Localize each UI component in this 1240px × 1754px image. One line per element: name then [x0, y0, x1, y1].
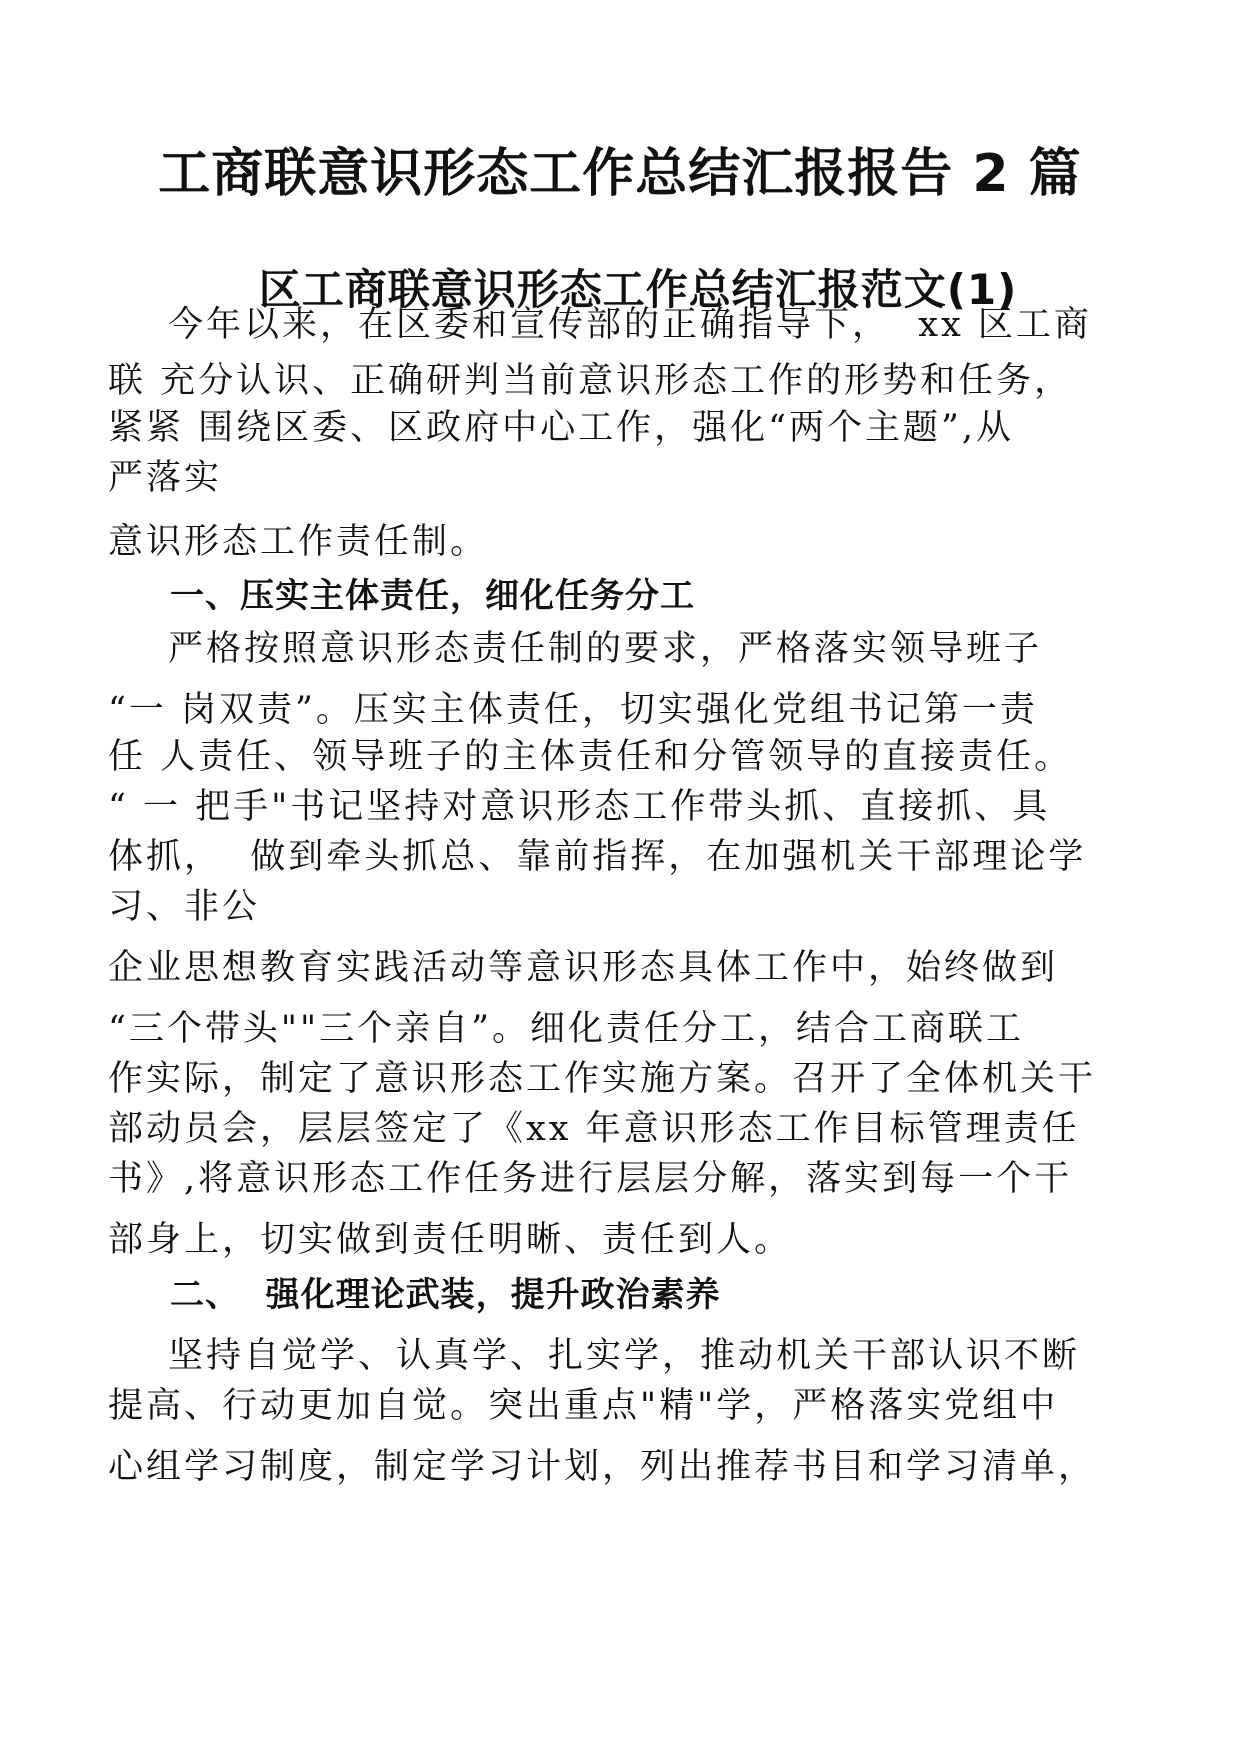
paragraph-line: 心组学习制度，制定学习计划，列出推荐书目和学习清单，	[108, 1447, 1097, 1487]
paragraph-line: “三个带头""三个亲自”。细化责任分工，结合工商联工	[108, 1009, 1024, 1049]
paragraph-line: 任 人责任、领导班子的主体责任和分管领导的直接责任。	[108, 737, 1073, 777]
section-heading: 二、 强化理论武装，提升政治素养	[170, 1275, 721, 1315]
article-subtitle: 区工商联意识形态工作总结汇报范文(1)	[258, 265, 1018, 314]
paragraph-line: 提高、行动更加自觉。突出重点"精"学，严格落实党组中	[108, 1386, 1059, 1426]
paragraph-line: 作实际，制定了意识形态工作实施方案。召开了全体机关干	[108, 1059, 1097, 1099]
paragraph-line: 联 充分认识、正确研判当前意识形态工作的形势和任务，	[108, 361, 1073, 401]
document-main-title: 工商联意识形态工作总结汇报报告 2 篇	[158, 144, 1082, 204]
paragraph-line: “一 岗双责”。压实主体责任，切实强化党组书记第一责	[108, 690, 1038, 730]
section-heading: 一、压实主体责任，细化任务分工	[170, 576, 695, 616]
paragraph-line: 部动员会，层层签定了《xx 年意识形态工作目标管理责任	[108, 1109, 1080, 1149]
paragraph-line: 书》,将意识形态工作任务进行层层分解，落实到每一个干	[108, 1159, 1073, 1199]
paragraph-line: 企业思想教育实践活动等意识形态具体工作中，始终做到	[108, 948, 1059, 988]
paragraph-line: 习、非公	[108, 887, 261, 927]
paragraph-line: 严落实	[108, 458, 223, 498]
paragraph-line: “ 一 把手"书记坚持对意识形态工作带头抓、直接抓、具	[108, 787, 1051, 827]
paragraph-line: 坚持自觉学、认真学、扎实学，推动机关干部认识不断	[168, 1336, 1081, 1376]
paragraph-line: 体抓， 做到牵头抓总、靠前指挥，在加强机关干部理论学	[108, 837, 1087, 877]
paragraph-line: 紧紧 围绕区委、区政府中心工作，强化“两个主题”,从	[108, 408, 1015, 448]
paragraph-line: 严格按照意识形态责任制的要求，严格落实领导班子	[168, 629, 1043, 669]
paragraph-line: 意识形态工作责任制。	[108, 522, 489, 562]
paragraph-line: 部身上，切实做到责任明晰、责任到人。	[108, 1220, 793, 1260]
paragraph-line: 今年以来，在区委和宣传部的正确指导下， xx 区工商	[168, 305, 1092, 345]
